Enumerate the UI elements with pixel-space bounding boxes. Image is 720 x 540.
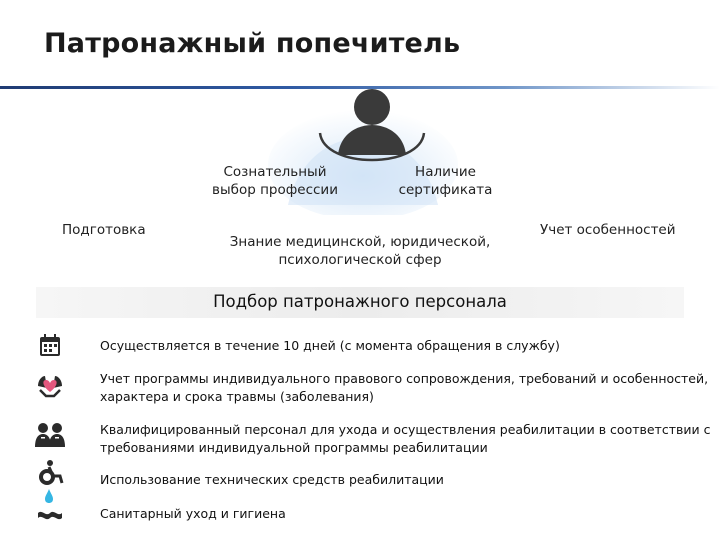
label-training: Подготовка [62,222,146,238]
calendar-icon [36,331,64,359]
label-certificate [378,163,513,199]
section-banner-title: Подбор патронажного персонала [213,292,507,311]
list-item-text: требованиями индивидуальной программы реабилитации [100,440,488,455]
heart-hands-icon [36,370,64,398]
list-item [100,421,710,457]
list-item [100,337,560,355]
label-knowledge [215,233,505,269]
hygiene-icon [36,487,64,523]
list-item-text: Осуществляется в течение 10 дней (с момента обращения в службу) [100,338,560,353]
label-conscious-choice [200,163,350,199]
label-line: Сознательный [223,164,327,180]
list-item [100,370,708,406]
page-title: Патронажный попечитель [44,28,461,59]
label-line: выбор профессии [212,182,338,198]
label-line: сертификата [398,182,493,198]
label-line: психологической сфер [278,252,442,268]
wheelchair-icon [36,459,64,487]
list-item [100,505,286,523]
label-line: Знание медицинской, юридической, [229,234,491,250]
label-line: Наличие [415,164,476,180]
label-features: Учет особенностей [540,222,676,238]
list-item-text: Учет программы индивидуального правового сопровождения, требований и особенностей, [100,371,709,386]
list-item-text: характера и срока травмы (заболевания) [100,389,374,404]
caregivers-icon [34,421,66,449]
list-item-text: Санитарный уход и гигиена [100,506,286,521]
list-item-text: Квалифицированный персонал для ухода и осуществления реабилитации в соответствии с [100,422,711,437]
list-item-text: Использование технических средств реабилитации [100,472,444,487]
list-item [100,471,444,489]
